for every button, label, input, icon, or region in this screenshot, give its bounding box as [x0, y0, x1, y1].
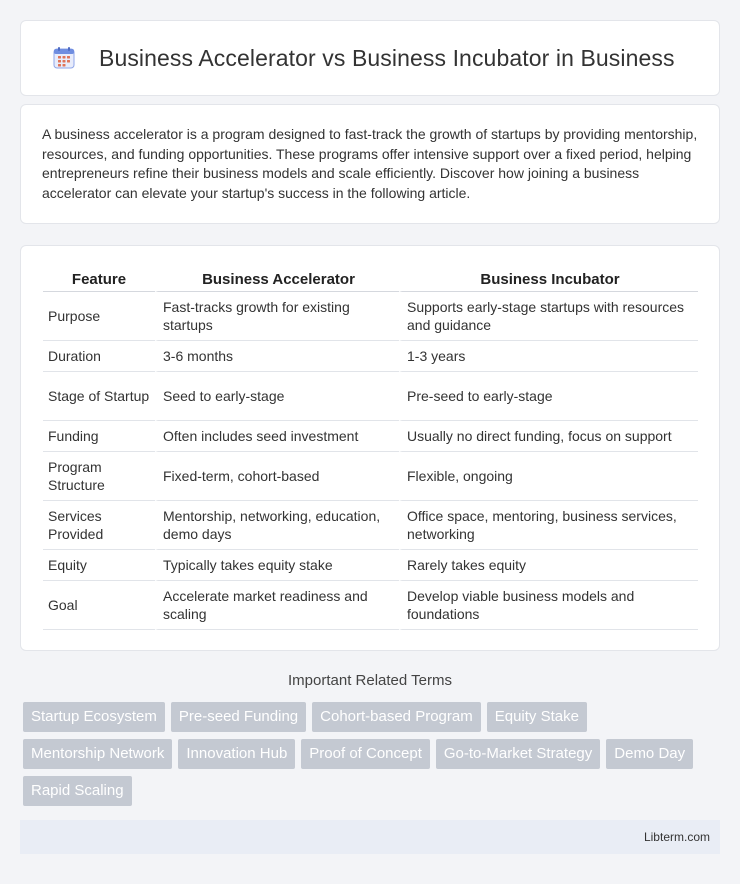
- incubator-cell: Pre-seed to early-stage: [399, 372, 698, 421]
- table-header-row: [43, 266, 698, 292]
- accelerator-cell: Often includes seed investment: [155, 421, 399, 452]
- table-row: [43, 501, 698, 550]
- feature-cell: Services Provided: [43, 501, 155, 550]
- accelerator-cell: Seed to early-stage: [155, 372, 399, 421]
- tag-go-to-market-strategy[interactable]: Go-to-Market Strategy: [436, 739, 600, 769]
- feature-cell: Purpose: [43, 292, 155, 341]
- feature-cell: Duration: [43, 341, 155, 372]
- table-row: [43, 581, 698, 630]
- incubator-cell: Supports early-stage startups with resources and guidance: [399, 292, 698, 341]
- footer: [20, 820, 720, 854]
- table-row: [43, 421, 698, 452]
- feature-cell: Funding: [43, 421, 155, 452]
- tag-proof-of-concept[interactable]: Proof of Concept: [301, 739, 430, 769]
- related-terms-list: [23, 702, 720, 813]
- accelerator-cell: Fast-tracks growth for existing startups: [155, 292, 399, 341]
- page-header: [20, 20, 720, 96]
- footer-brand[interactable]: Libterm.com: [643, 830, 710, 844]
- accelerator-cell: Accelerate market readiness and scaling: [155, 581, 399, 630]
- table-row: [43, 550, 698, 581]
- tag-equity-stake[interactable]: Equity Stake: [487, 702, 587, 732]
- feature-cell: Stage of Startup: [43, 372, 155, 421]
- table-row: [43, 292, 698, 341]
- accelerator-cell: Typically takes equity stake: [155, 550, 399, 581]
- table-row: [43, 452, 698, 501]
- feature-cell: Goal: [43, 581, 155, 630]
- accelerator-cell: 3-6 months: [155, 341, 399, 372]
- intro-section: [20, 104, 720, 224]
- tag-mentorship-network[interactable]: Mentorship Network: [23, 739, 172, 769]
- comparison-table: [43, 266, 698, 630]
- incubator-cell: Office space, mentoring, business services, networking: [399, 501, 698, 550]
- header-feature: Feature: [43, 266, 155, 292]
- tag-demo-day[interactable]: Demo Day: [606, 739, 693, 769]
- comparison-section: [20, 245, 720, 651]
- tag-rapid-scaling[interactable]: Rapid Scaling: [23, 776, 132, 806]
- page-title: Business Accelerator vs Business Incubator in Business: [99, 44, 675, 71]
- calendar-icon: [51, 45, 77, 71]
- table-row: [43, 341, 698, 372]
- feature-cell: Program Structure: [43, 452, 155, 501]
- tag-innovation-hub[interactable]: Innovation Hub: [178, 739, 295, 769]
- intro-text: A business accelerator is a program designed to fast-track the growth of startups by providing mentorship, resources, and funding opportunities. These programs offer intensive support over a fixed period, helping entrepreneurs refine their business models and scale efficiently. Discover how joining a business accelerator can elevate your startup's success in the following article.: [42, 126, 698, 201]
- related-terms-title: Important Related Terms: [288, 672, 452, 689]
- table-row: [43, 372, 698, 421]
- incubator-cell: 1-3 years: [399, 341, 698, 372]
- incubator-cell: Rarely takes equity: [399, 550, 698, 581]
- incubator-cell: Usually no direct funding, focus on support: [399, 421, 698, 452]
- accelerator-cell: Fixed-term, cohort-based: [155, 452, 399, 501]
- feature-cell: Equity: [43, 550, 155, 581]
- incubator-cell: Develop viable business models and foundations: [399, 581, 698, 630]
- accelerator-cell: Mentorship, networking, education, demo days: [155, 501, 399, 550]
- header-accelerator: Business Accelerator: [155, 266, 399, 292]
- header-incubator: Business Incubator: [399, 266, 698, 292]
- tag-startup-ecosystem[interactable]: Startup Ecosystem: [23, 702, 165, 732]
- tag-cohort-based-program[interactable]: Cohort-based Program: [312, 702, 481, 732]
- incubator-cell: Flexible, ongoing: [399, 452, 698, 501]
- tag-pre-seed-funding[interactable]: Pre-seed Funding: [171, 702, 306, 732]
